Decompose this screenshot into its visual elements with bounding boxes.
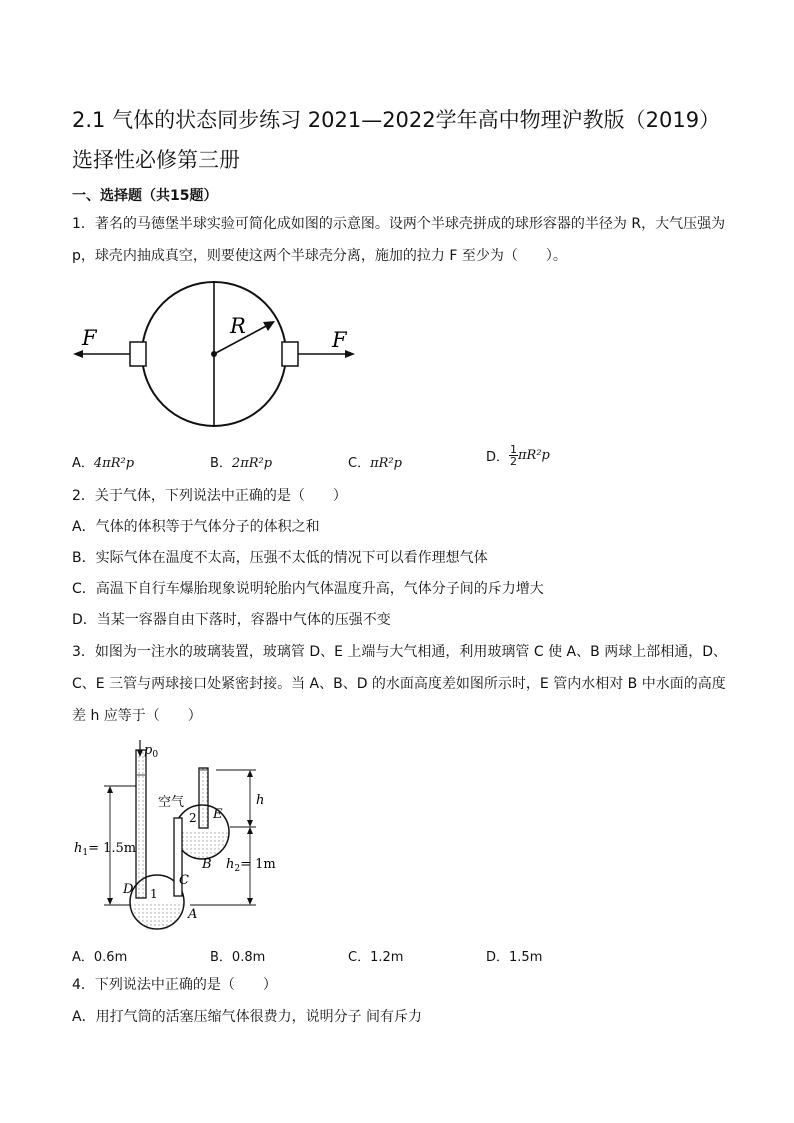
- q2-stem: 2．关于气体，下列说法中正确的是（ ）: [72, 488, 347, 504]
- radius-label: R: [230, 314, 246, 338]
- q3-stem-line3: 差 h 应等于（ ）: [72, 708, 202, 724]
- q2-option-d[interactable]: D．当某一容器自由下落时，容器中气体的压强不变: [72, 612, 391, 628]
- q1-stem-line2: p，球壳内抽成真空，则要使这两个半球壳分离，施加的拉力 F 至少为（ ）。: [72, 248, 567, 264]
- q1-option-a[interactable]: A．4πR²p: [72, 456, 135, 471]
- p0-label: $p_0$: [144, 743, 159, 760]
- tube-e: [199, 768, 208, 828]
- q1-stem-line1: 1．著名的马德堡半球实验可简化成如图的示意图。设两个半球壳拼成的球形容器的半径为 R，大气压强为: [72, 216, 726, 232]
- h-label: h: [256, 793, 265, 808]
- section-heading: 一、选择题（共15题）: [72, 188, 218, 204]
- right-handle: [282, 342, 298, 366]
- center-dot: [211, 351, 217, 357]
- label-c: C: [179, 873, 189, 888]
- left-force-label: F: [82, 326, 97, 350]
- glass-apparatus-figure: [70, 740, 310, 940]
- label-b: B: [202, 857, 212, 872]
- q2-option-a[interactable]: A．气体的体积等于气体分子的体积之和: [72, 519, 320, 535]
- right-force-label: F: [332, 328, 347, 352]
- page-title: 2.1 气体的状态同步练习 2021—2022学年高中物理沪教版（2019）选择性必修第三册: [72, 108, 721, 172]
- q4-option-a[interactable]: A．用打气筒的活塞压缩气体很费力，说明分子 间有斥力: [72, 1009, 423, 1025]
- label-e: E: [213, 807, 223, 822]
- q1-option-d[interactable]: D． $\frac{1}{2}$ πR²p: [486, 443, 550, 468]
- q3-option-a[interactable]: A．0.6m: [72, 950, 128, 965]
- tube-d: [136, 750, 146, 898]
- num-2: 2: [189, 811, 197, 825]
- magdeburg-hemispheres-figure: [70, 275, 370, 435]
- label-d: D: [123, 882, 134, 897]
- q3-option-d[interactable]: D．1.5m: [486, 950, 543, 965]
- air-label: 空气: [158, 795, 185, 810]
- q3-stem-line2: C、E 三管与两球接口处紧密封接。当 A、B、D 的水面高度差如图所示时，E 管内水相对 B 中水面的高度: [72, 676, 726, 692]
- h2-label: $h_2= 1m$: [226, 857, 276, 874]
- left-handle: [130, 342, 146, 366]
- q2-option-c[interactable]: C．高温下自行车爆胎现象说明轮胎内气体温度升高，气体分子间的斥力增大: [72, 581, 544, 597]
- q3-stem-line1: 3．如图为一注水的玻璃装置，玻璃管 D、E 上端与大气相通，利用玻璃管 C 使 A、B 两球上部相通，D、: [72, 644, 727, 660]
- q4-stem: 4．下列说法中正确的是（ ）: [72, 977, 277, 993]
- label-a: A: [188, 907, 198, 922]
- q2-option-b[interactable]: B．实际气体在温度不太高，压强不太低的情况下可以看作理想气体: [72, 550, 488, 566]
- q3-option-b[interactable]: B．0.8m: [210, 950, 266, 965]
- q3-option-c[interactable]: C．1.2m: [348, 950, 404, 965]
- h1-label: $h_1= 1.5m$: [74, 841, 137, 858]
- q1-option-b[interactable]: B．2πR²p: [210, 456, 273, 471]
- num-1: 1: [150, 887, 158, 901]
- q1-option-c[interactable]: C．πR²p: [348, 456, 402, 471]
